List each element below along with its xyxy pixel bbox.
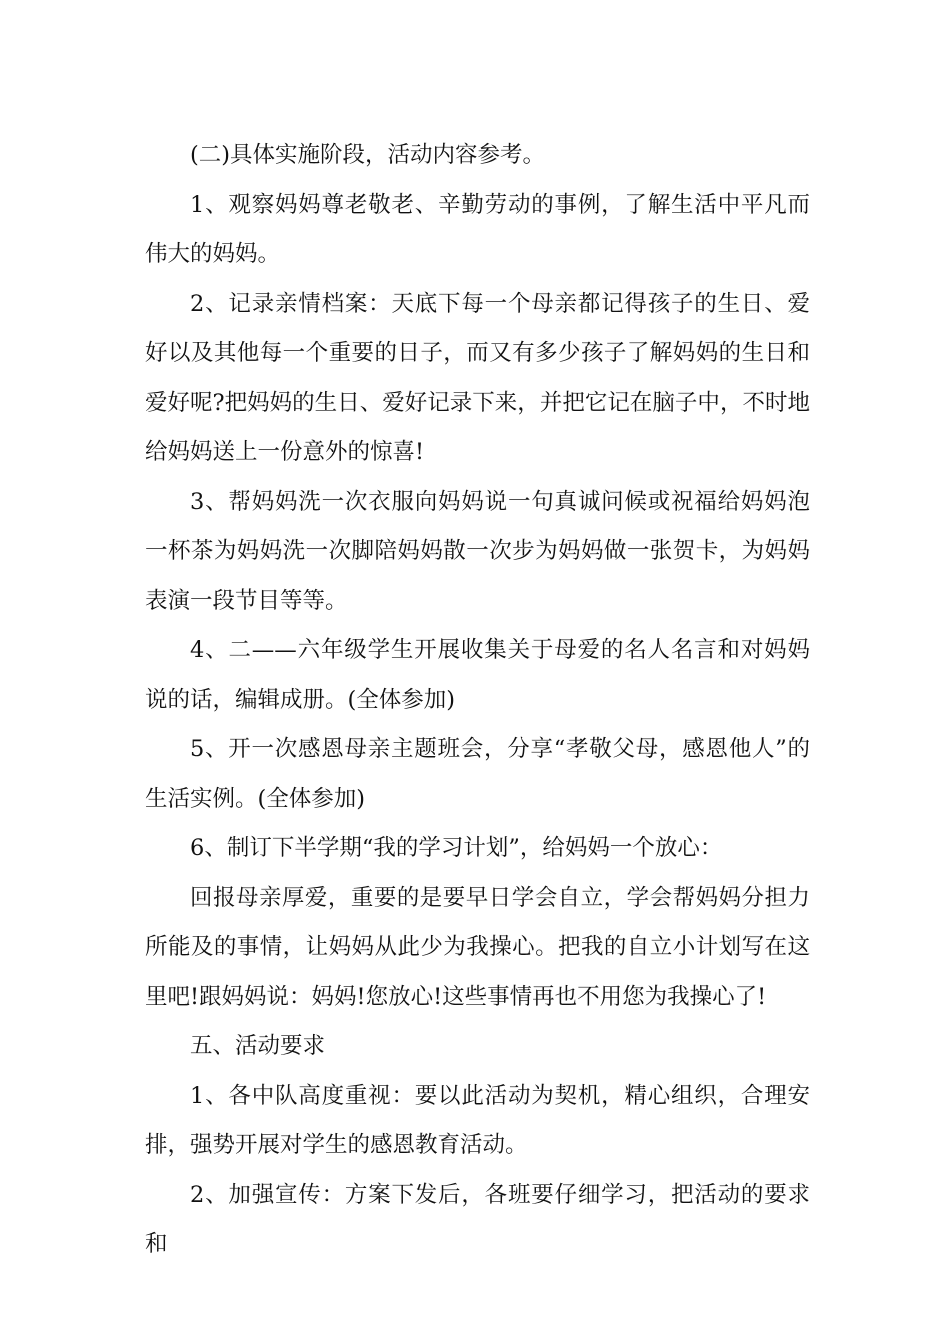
paragraph-item-5: 5、开一次感恩母亲主题班会，分享“孝敬父母，感恩他人”的生活实例。(全体参加) xyxy=(145,736,810,812)
paragraph-requirement-2: 2、加强宣传：方案下发后，各班要仔细学习，把活动的要求和 xyxy=(145,1181,810,1257)
paragraph-item-4: 4、二——六年级学生开展收集关于母爱的名人名言和对妈妈说的话，编辑成册。(全体参加) xyxy=(145,637,810,713)
document-page xyxy=(145,131,810,1270)
paragraph-item-6: 6、制订下半学期“我的学习计划”，给妈妈一个放心： xyxy=(190,835,723,861)
paragraph-item-6-detail: 回报母亲厚爱，重要的是要早日学会自立，学会帮妈妈分担力所能及的事情，让妈妈从此少为我操心。把我的自立小计划写在这里吧!跟妈妈说：妈妈!您放心!这些事情再也不用您为我操心了! xyxy=(145,884,810,1010)
paragraph-item-2: 2、记录亲情档案：天底下每一个母亲都记得孩子的生日、爱好以及其他每一个重要的日子，而又有多少孩子了解妈妈的生日和爱好呢?把妈妈的生日、爱好记录下来，并把它记在脑子中，不时地给妈妈送上一份意外的惊喜! xyxy=(145,290,810,465)
paragraph-item-1: 1、观察妈妈尊老敬老、辛勤劳动的事例，了解生活中平凡而伟大的妈妈。 xyxy=(145,191,810,267)
paragraph-requirement-1: 1、各中队高度重视：要以此活动为契机，精心组织，合理安排，强势开展对学生的感恩教育活动。 xyxy=(145,1082,810,1158)
section-heading-requirements: 五、活动要求 xyxy=(190,1033,326,1059)
paragraph-stage-heading: (二)具体实施阶段，活动内容参考。 xyxy=(190,142,546,168)
paragraph-item-3: 3、帮妈妈洗一次衣服向妈妈说一句真诚问候或祝福给妈妈泡一杯茶为妈妈洗一次脚陪妈妈散一次步为妈妈做一张贺卡，为妈妈表演一段节目等等。 xyxy=(145,488,810,614)
